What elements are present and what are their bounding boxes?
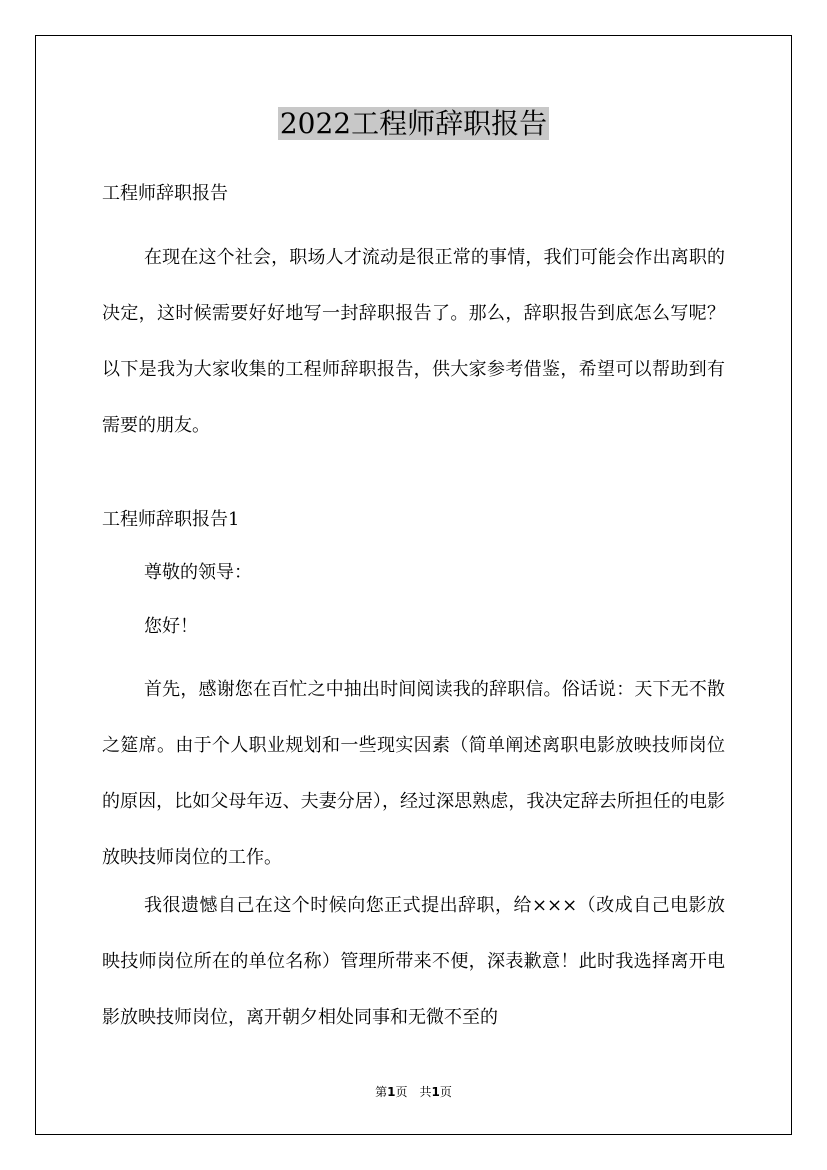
greeting: 您好！ [144,616,198,637]
intro-label: 工程师辞职报告 [102,183,228,204]
footer-total-number: 1 [431,1085,440,1099]
document-title-text: 2022工程师辞职报告 [279,107,548,140]
document-title [0,104,827,144]
intro-paragraph: 在现在这个社会，职场人才流动是很正常的事情，我们可能会作出离职的决定，这时候需要好好地写一封辞职报告了。那么，辞职报告到底怎么写呢？以下是我为大家收集的工程师辞职报告，供大家参考借鉴，希望可以帮助到有需要的朋友。 [102,247,725,436]
footer-page-prefix: 第 [375,1085,388,1099]
section-label: 工程师辞职报告1 [102,509,240,530]
body-paragraph-1: 首先，感谢您在百忙之中抽出时间阅读我的辞职信。俗话说：天下无不散之筵席。由于个人职业规划和一些现实因素（简单阐述离职电影放映技师岗位的原因，比如父母年迈、夫妻分居），经过深思熟虑，我决定辞去所担任的电影放映技师岗位的工作。 [102,679,725,868]
footer-total-prefix: 共 [419,1085,432,1099]
footer-page-number: 1 [387,1085,396,1099]
footer-total-suffix: 页 [439,1085,452,1099]
page-footer [0,1084,827,1100]
footer-page-suffix: 页 [395,1085,408,1099]
salutation: 尊敬的领导： [144,562,252,583]
body-paragraph-2: 我很遗憾自己在这个时候向您正式提出辞职，给×××（改成自己电影放映技师岗位所在的单位名称）管理所带来不便，深表歉意！此时我选择离开电影放映技师岗位，离开朝夕相处同事和无微不至的 [102,895,725,1028]
